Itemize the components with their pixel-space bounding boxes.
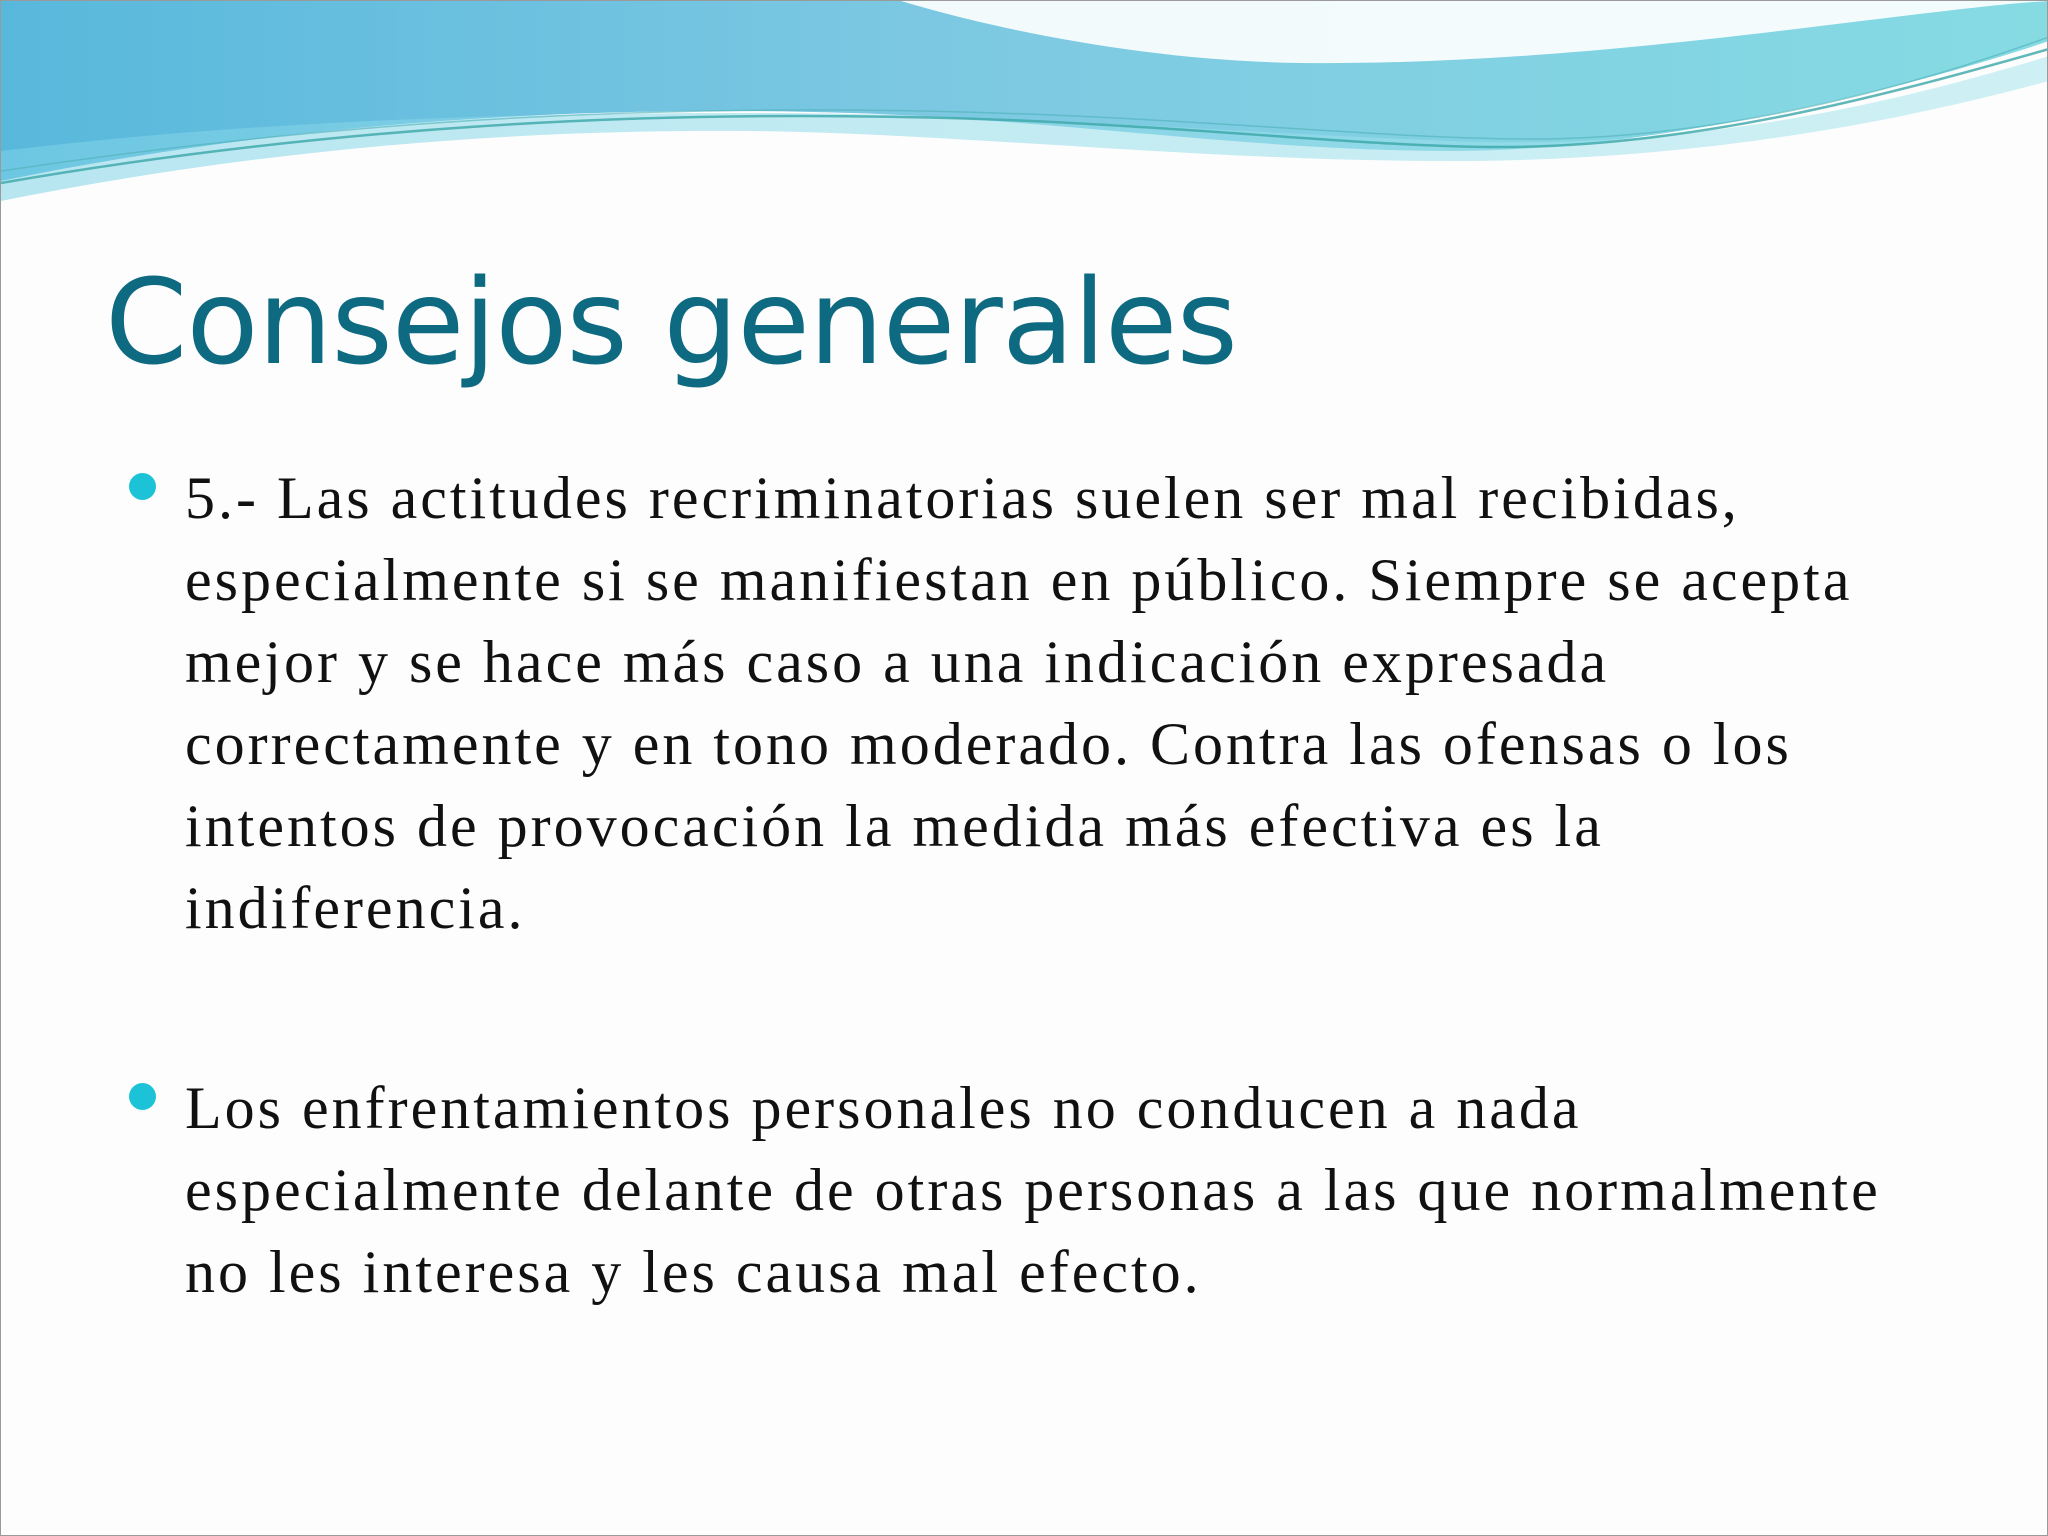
bullet-icon — [129, 1083, 156, 1110]
bullet-text: 5.- Las actitudes recriminatorias suelen ser mal recibidas, especialmente si se manifiestan en público. Siempre se acepta mejor y se hace más caso a una indicación expresada correctamente y en tono moderado. Contra las ofensas o los intentos de provocación la medida más efectiva es la indiferencia. — [185, 465, 1853, 941]
bullet-list — [1, 1, 2048, 1536]
bullet-icon — [129, 473, 156, 500]
bullet-text: Los enfrentamientos personales no conducen a nada especialmente delante de otras personas a las que normalmente no les interesa y les causa mal efecto. — [185, 1075, 1881, 1305]
page-title: Consejos generales — [105, 253, 1237, 391]
